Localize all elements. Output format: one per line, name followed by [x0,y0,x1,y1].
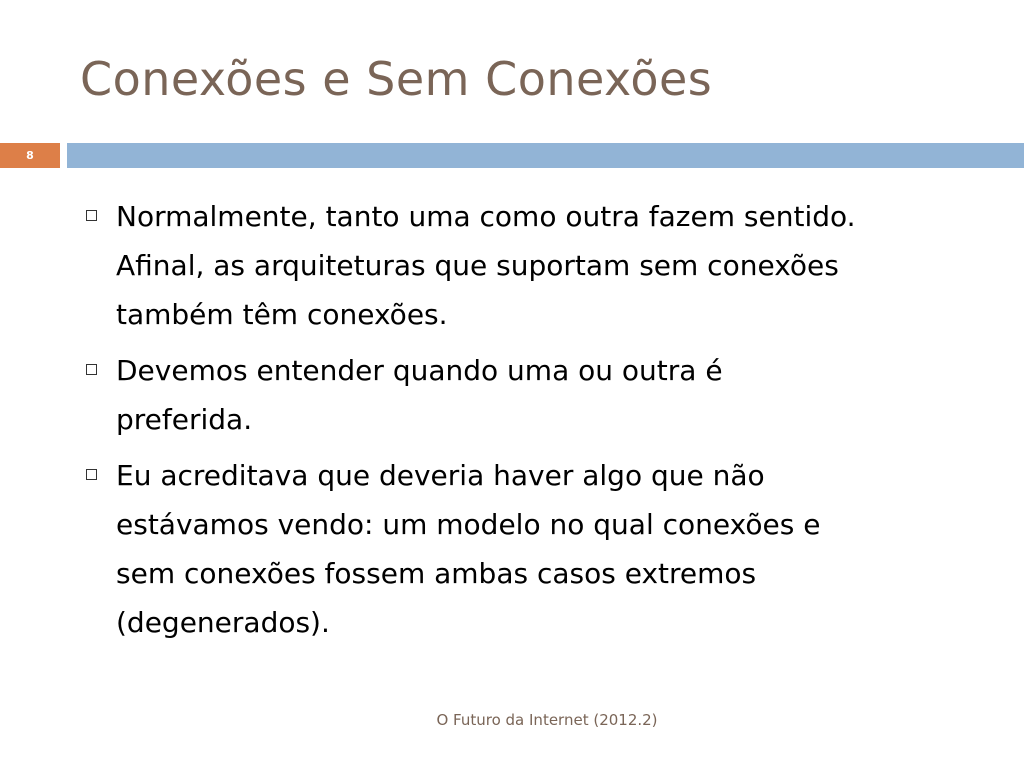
bullet-line: Eu acreditava que deveria haver algo que não [116,459,765,492]
bullet-line: estávamos vendo: um modelo no qual conexões e [116,508,821,541]
bullet-line: Normalmente, tanto uma como outra fazem sentido. [116,200,856,233]
page-number-badge [0,143,60,168]
hollow-square-bullet-icon [86,210,97,221]
bullet-item [80,451,980,647]
page-number: 8 [26,149,34,162]
bullet-line: preferida. [116,403,253,436]
slide-footer: O Futuro da Internet (2012.2) [436,711,658,729]
hollow-square-bullet-icon [86,364,97,375]
bullet-line: Afinal, as arquiteturas que suportam sem conexões [116,249,839,282]
title-divider-bar [67,143,1024,168]
bullet-item [80,346,980,444]
bullet-line: também têm conexões. [116,298,448,331]
bullet-list [80,192,980,654]
bullet-item [80,192,980,339]
hollow-square-bullet-icon [86,469,97,480]
bullet-line: (degenerados). [116,606,330,639]
bullet-line: Devemos entender quando uma ou outra é [116,354,723,387]
bullet-line: sem conexões fossem ambas casos extremos [116,557,757,590]
slide-title: Conexões e Sem Conexões [80,52,713,106]
